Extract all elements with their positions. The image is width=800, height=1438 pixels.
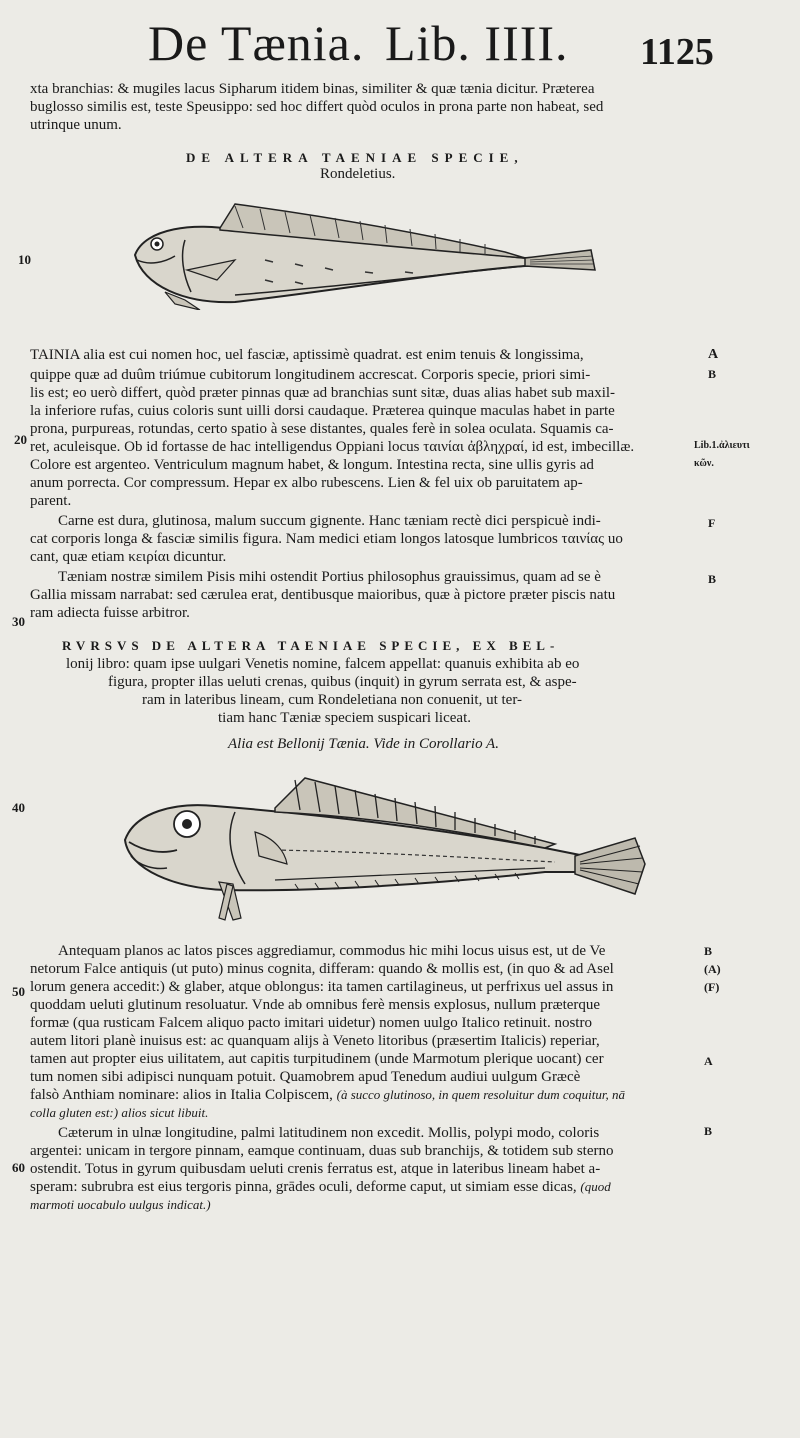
para4-line: lorum genera accedit:) & glaber, atque oblongus: ita tamen cartilagineus, ut perfrixus uel assus in: [30, 979, 614, 995]
taenia-fish-illustration: [125, 200, 605, 310]
section2-line: lonij libro: quam ipse uulgari Venetis nomine, falcem appellat: quanuis exhibita ab eo: [66, 656, 580, 672]
section-heading: DE ALTERA TAENIAE SPECIE,: [186, 150, 524, 165]
para4-line: netorum Falce antiquis (ut puto) minus cognita, differam: quando & mollis est, (in quo & ad Asel: [30, 961, 614, 977]
line-number: 60: [12, 1160, 25, 1175]
section2-line: tiam hanc Tæniæ speciem suspicari liceat.: [218, 710, 471, 726]
margin-reference: Lib.1.ἀλιευτι: [694, 440, 750, 451]
para4-line: tum nomen sibi adipisci nunquam potuit. Quamobrem apud Tenedum audiui uulgum Græcè: [30, 1069, 581, 1085]
line-number: 30: [12, 614, 25, 629]
para4-line: colla gluten est:) alios sicut libuit.: [30, 1105, 209, 1120]
intro-line: buglosso similis est, teste Speusippo: sed hoc differt quòd oculos in prona parte non habeat, sed: [30, 99, 604, 115]
line-number: 20: [14, 432, 27, 447]
line-number: 50: [12, 984, 25, 999]
para1-line: ret, aculeisque. Ob id fortasse de hac intelligendus Oppiani locus ταινίαι ἀβληχραί, id est, imbecillæ.: [30, 439, 635, 455]
margin-letter: A: [708, 347, 719, 362]
para3-line: Tæniam nostræ similem Pisis mihi ostendit Portius philosophus grauissimus, quam ad se è: [58, 569, 601, 585]
para1-line: anum porrecta. Cor compressum. Hepar ex albo rubescens. Lien & fel uix ob paruitatem ap-: [30, 475, 583, 491]
section2-line: figura, propter illas ueluti crenas, quibus (inquit) in gyrum serrata est, & aspe-: [108, 674, 577, 690]
section-heading: RVRSVS DE ALTERA TAENIAE SPECIE, EX BEL-: [62, 638, 560, 653]
para1-line: la inferiore rufas, cuius coloris sunt uilli dorsi caudaque. Præterea quinque maculas habet in parte: [30, 403, 615, 419]
margin-letter: B: [704, 944, 713, 958]
intro-line: xta branchias: & mugiles lacus Sipharum itidem binas, similiter & quæ tænia dicitur. Præterea: [30, 81, 595, 97]
line-number: 40: [12, 800, 25, 815]
para2-line: cat corporis longa & fasciæ similis figura. Nam medici etiam longos latosque lumbricos ταινίας uo: [30, 531, 623, 547]
para5-line-text: speram: subrubra est eius tergoris pinna, grādes oculi, deforme caput, ut simiam esse dicas,: [30, 1179, 577, 1195]
bellonius-taenia-illustration: [115, 772, 655, 922]
intro-line: utrinque unum.: [30, 117, 122, 133]
para5-line: [30, 1178, 611, 1196]
para3-line: Gallia missam narrabat: sed cærulea erat, dentibusque maioribus, quæ à pictore præter piscis natu: [30, 587, 616, 603]
para4-line: formæ (qua rusticam Falcem aliquo pacto imitari uidetur) nomen uulgo Italico retinuit. nostro: [30, 1015, 592, 1031]
para4-line: quoddam ueluti glutinum resoluatur. Vnde ab omnibus ferè mensis explosus, nullum præterque: [30, 997, 601, 1013]
margin-letter: B: [708, 367, 717, 381]
margin-letter: B: [704, 1124, 713, 1138]
para2-line: Carne est dura, glutinosa, malum succum gignente. Hanc tæniam rectè dici perspicuè indi-: [58, 513, 601, 529]
line-number: 10: [18, 252, 31, 267]
margin-reference: κῶν.: [694, 458, 714, 469]
margin-letter: F: [708, 516, 716, 530]
para3-line: ram adiecta fuisse arbitror.: [30, 605, 190, 621]
para2-line: cant, quæ etiam κειρίαι dicuntur.: [30, 549, 227, 565]
para1-line: quippe quæ ad duûm triúmue cubitorum longitudinem accrescat. Corporis specie, priori simi-: [30, 367, 591, 383]
para1-line: lis est; eo uerò differt, quòd præter pinnas quæ ad branchias sunt sitæ, duas alias habet sub maxil-: [30, 385, 616, 401]
para5-line: Cæterum in ulnæ longitudine, palmi latitudinem non excedit. Mollis, polypi modo, coloris: [58, 1125, 600, 1141]
margin-letter: B: [708, 572, 717, 586]
margin-letter: (F): [704, 980, 720, 994]
book-number: Lib. IIII.: [385, 15, 569, 71]
para4-italic-note: (à succo glutinoso, in quem resoluitur dum coquitur, nā: [336, 1087, 626, 1102]
section-author: Rondeletius.: [320, 166, 396, 182]
page-number: 1125: [640, 31, 714, 73]
para4-line: autem litori planè inuisus est: ac quanquam alijs à Veneto litoribus (præsertim Italicis) reperiar,: [30, 1033, 600, 1049]
para1-line: TAINIA alia est cui nomen hoc, uel fasciæ, aptissimè quadrat. est enim tenuis & longissima,: [30, 347, 584, 363]
margin-letter: (A): [704, 962, 721, 976]
figure-caption: Alia est Bellonij Tænia. Vide in Corollario A.: [228, 736, 499, 752]
para1-line: Colore est argenteo. Ventriculum magnum habet, & longum. Intestina recta, sine ullis gyris ad: [30, 457, 594, 473]
para4-line: tamen aut propter eius uilitatem, aut capitis turpitudinem (unde Marmotum plerique uocant) cer: [30, 1051, 604, 1067]
para1-line: prona, purpureas, rotundas, certo spatio à sese distantes, quales ferè in solea oculata. Squamis ca-: [30, 421, 614, 437]
para4-line: Antequam planos ac latos pisces aggrediamur, commodus hic mihi locus uisus est, ut de Ve: [58, 943, 606, 959]
section2-line: ram in lateribus lineam, cum Rondeletiana non conuenit, ut ter-: [142, 692, 523, 708]
para4-line: [30, 1086, 625, 1104]
para5-line: marmoti uocabulo uulgus indicat.): [30, 1197, 211, 1212]
margin-letter: A: [704, 1054, 713, 1068]
para5-line: argentei: unicam in tergore pinnam, eamque continuam, duas sub branchijs, & totidem sub sterno: [30, 1143, 614, 1159]
para1-line: parent.: [30, 493, 72, 509]
para5-line: ostendit. Totus in gyrum quibusdam ueluti crenis ferratus est, atque in lateribus lineam habet a-: [30, 1161, 601, 1177]
para4-line-text: falsò Anthiam nominare: alios in Italia Colpiscem,: [30, 1087, 333, 1103]
page-title: De Tænia.: [148, 15, 365, 71]
para5-italic-note: (quod: [580, 1179, 611, 1194]
